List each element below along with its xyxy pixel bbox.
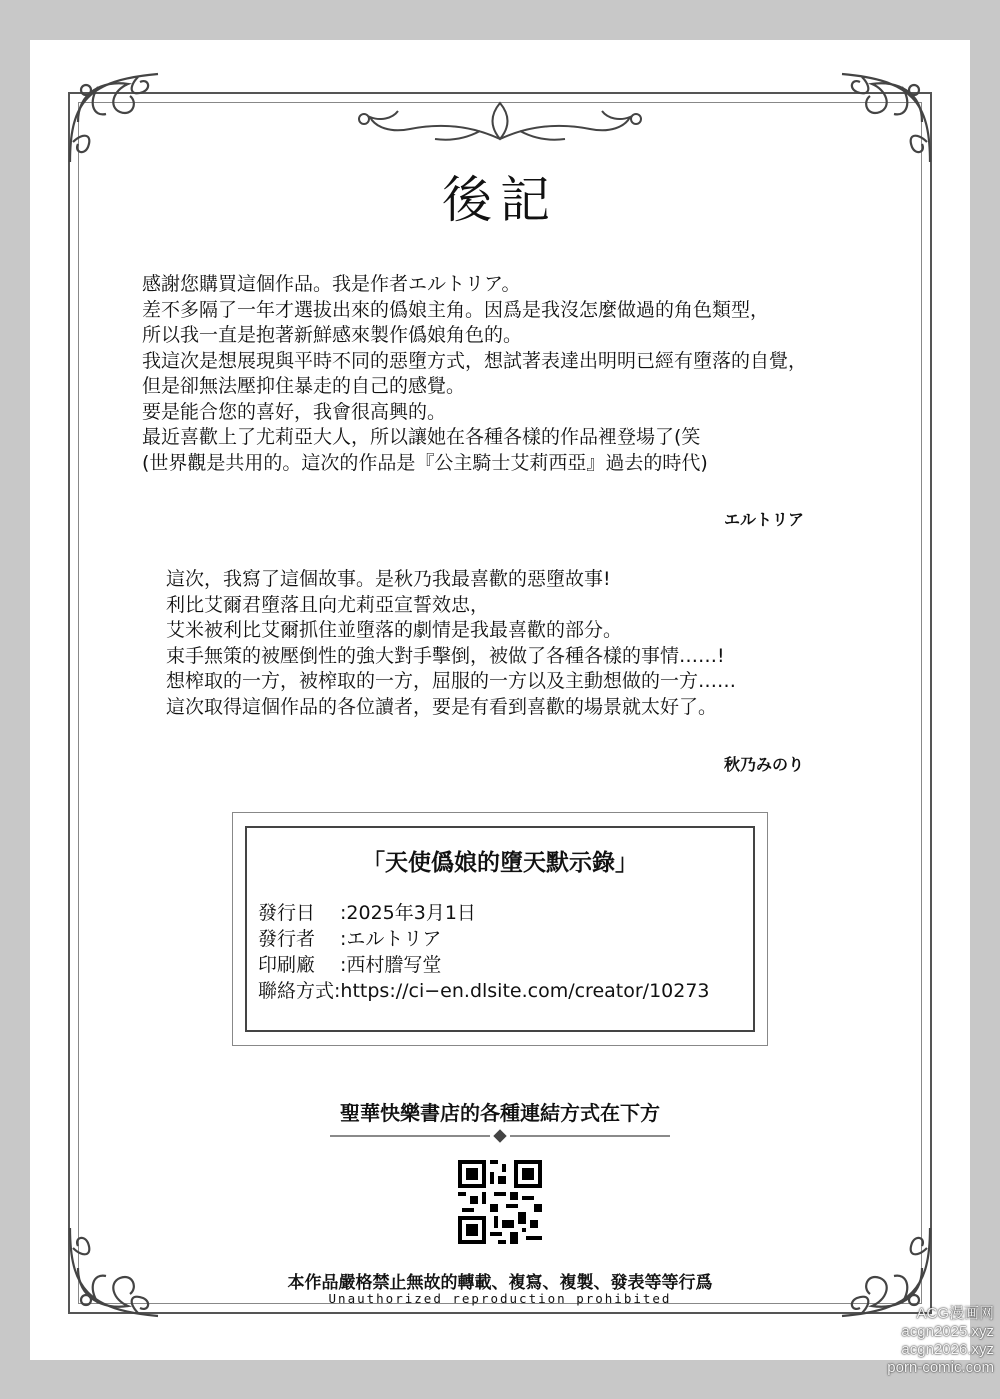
corner-ornament-icon (832, 62, 942, 172)
writer-signature: 秋乃みのり (724, 755, 805, 774)
watermark-line: acgn2025.xyz (901, 1323, 994, 1340)
colophon-work-title: 「天使僞娘的墮天默示錄」 (362, 850, 638, 876)
colophon-row-contact (258, 976, 710, 1003)
divider-ornament-icon (330, 1128, 670, 1142)
text-line: 這次，我寫了這個故事。是秋乃我最喜歡的惡墮故事! (166, 568, 611, 590)
text-line: 束手無策的被壓倒性的強大對手擊倒，被做了各種各樣的事情……! (166, 644, 725, 667)
text-line: 最近喜歡上了尤莉亞大人，所以讓她在各種各樣的作品裡登場了(笑 (142, 426, 701, 448)
watermark (858, 1305, 994, 1377)
artist-signature: エルトリア (724, 510, 805, 529)
text-line: 感謝您購買這個作品。我是作者エルトリア。 (142, 273, 521, 295)
copyright-notice: 本作品嚴格禁止無故的轉載、複寫、複製、發表等等行爲 (287, 1273, 713, 1293)
colophon-row-publisher (258, 924, 441, 951)
watermark-line: porn-comic.com (887, 1359, 994, 1376)
colophon-label: 聯絡方式 (258, 980, 335, 1002)
watermark-line: acgn2026.xyz (901, 1341, 994, 1358)
colophon-row-date (258, 898, 476, 925)
page-title: 後記 (442, 171, 558, 229)
qr-code-icon[interactable] (458, 1160, 542, 1244)
colophon-label: 印刷廠 (258, 954, 316, 976)
text-line: 這次取得這個作品的各位讀者，要是有看到喜歡的場景就太好了。 (166, 695, 718, 718)
colophon-label: 發行日 (258, 902, 316, 924)
text-line: 所以我一直是抱著新鮮感來製作僞娘角色的。 (142, 324, 523, 346)
afterword-writer-text (166, 567, 736, 720)
text-line: 差不多隔了一年才選拔出來的僞娘主角。因爲是我沒怎麼做過的角色類型， (142, 298, 770, 321)
corner-ornament-icon (58, 62, 168, 172)
colophon-value: :2025年3月1日 (340, 902, 476, 924)
header-ornament-icon (350, 95, 650, 155)
contact-link[interactable]: :https://ci−en.dlsite.com/creator/10273 (334, 980, 710, 1002)
text-line: 我這次是想展現與平時不同的惡墮方式，想試著表達出明明已經有墮落的自覺， (142, 349, 808, 372)
colophon-row-printer (258, 950, 441, 977)
colophon-value: :西村謄写堂 (340, 954, 442, 976)
copyright-notice-en: Unauthorized reproduction prohibited (328, 1291, 672, 1306)
afterword-artist-text (142, 272, 807, 476)
text-line: 要是能合您的喜好，我會很高興的。 (142, 400, 447, 423)
shop-links-label: 聖華快樂書店的各種連結方式在下方 (340, 1101, 660, 1125)
colophon-value: :エルトリア (340, 928, 442, 950)
text-line: 艾米被利比艾爾抓住並墮落的劇情是我最喜歡的部分。 (166, 619, 623, 641)
watermark-line: ACG漫画网 (916, 1305, 994, 1322)
text-line: 利比艾爾君墮落且向尤莉亞宣誓效忠， (166, 593, 490, 616)
text-line: 但是卻無法壓抑住暴走的自己的感覺。 (142, 375, 466, 397)
colophon-label: 發行者 (258, 928, 316, 950)
text-line: 想榨取的一方，被榨取的一方，屈服的一方以及主動想做的一方…… (166, 670, 737, 692)
text-line: (世界觀是共用的。這次的作品是『公主騎士艾莉西亞』過去的時代) (142, 451, 708, 474)
